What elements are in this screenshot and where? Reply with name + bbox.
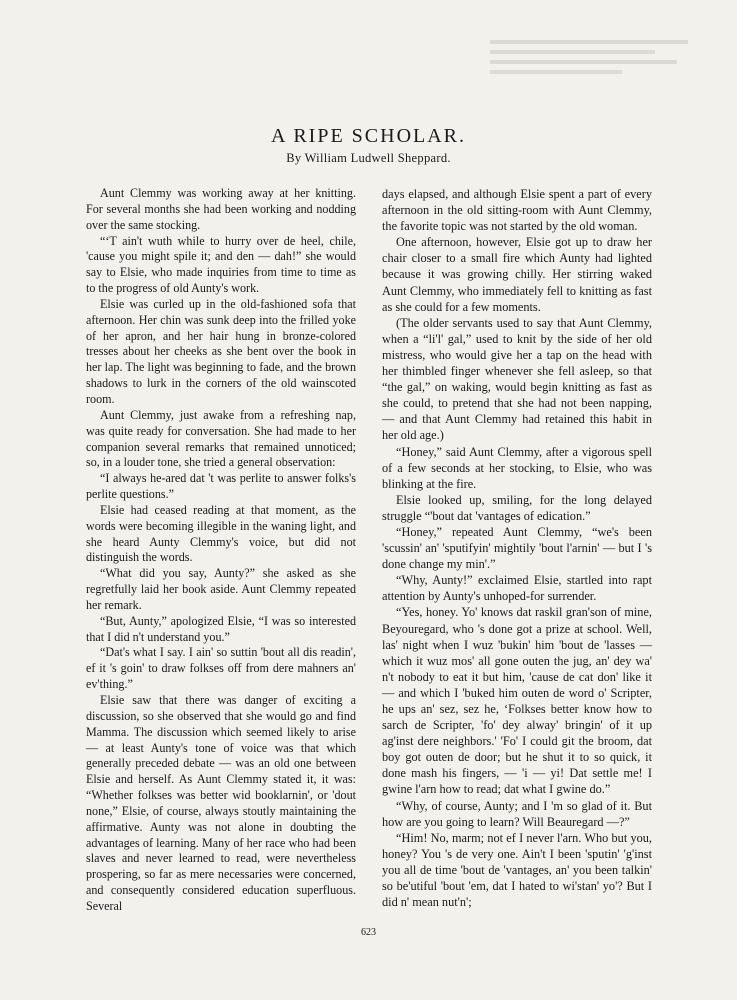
paragraph: “Honey,” repeated Aunt Clemmy, “we's been 'scussin' an' 'sputifyin' mightily 'bout l'arnin' — but I 's done change my min'.”: [382, 524, 652, 572]
bleed-through-text: [490, 34, 710, 94]
article-title: A RIPE SCHOLAR.: [270, 125, 467, 148]
paragraph: Elsie had ceased reading at that moment, as the words were becoming illegible in the waning light, and she heard Aunty Clemmy's voice, but did not distinguish the words.: [86, 502, 356, 565]
paragraph: “What did you say, Aunty?” she asked as she regretfully laid her book aside. Aunt Clemmy repeated her remark.: [86, 566, 356, 612]
right-column: [382, 186, 652, 910]
paragraph: Elsie was curled up in the old-fashioned sofa that afternoon. Her chin was sunk deep into the frilled yoke of her apron, and her hair hung in bronze-colored tresses about her cheeks as she bent over the book in her lap. The light was beginning to fade, and the brown shadows to lurk in the corners of the old wainscoted room.: [86, 296, 356, 406]
paragraph: “I always he-ared dat 't was perlite to answer folks's perlite questions.”: [86, 471, 356, 502]
paragraph: “Why, of course, Aunty; and I 'm so glad of it. But how are you going to learn? Will Beauregard —?”: [382, 798, 652, 829]
paragraph: “Yes, honey. Yo' knows dat raskil gran'son of mine, Beyouregard, who 's done got a prize at school. Well, las' night when I wuz 'bukin' him 'bout de 'lasses — which it wuz mos' all gone outen the jug, an' dey wa' n't nobody to eat it but him, 'cause de cat don' like it — and which I 'buked him outen de word o' Scripter, he ups an' sez, sez he, ‘Folkses better know how to sarch de Scripter, 'fo' dey alway' bringin' of it up ag'inst dere neighbors.' 'Fo' I could git the broom, dat boy got outen de door; but he shut it to so quick, it done mash his fingers, — 'i — yi! Dat settle me! I gwine l'arn how to read; dat what I gwine do.”: [382, 605, 652, 797]
paragraph: (The older servants used to say that Aunt Clemmy, when a “li'l' gal,” used to knit by the side of her old mistress, who would give her a tap on the head with her thimbled finger whenever she fell asleep, so that “the gal,” on waking, would begin knitting as fast as she could, to pretend that she had not been napping, — and that Aunt Clemmy had retained this habit in her old age.): [382, 315, 652, 443]
paragraph: Elsie looked up, smiling, for the long delayed struggle “'bout dat 'vantages of edication.”: [382, 492, 652, 523]
paragraph: Aunt Clemmy was working away at her knitting. For several months she had been working and nodding over the same stocking.: [86, 186, 356, 232]
paragraph: “Him! No, marm; not ef I never l'arn. Who but you, honey? You 's de very one. Ain't I been 'sputin' 'g'inst you all de time 'bout de 'vantages, an' you been talkin' so be'utiful 'bout 'em, dat I hated to wi'stan' yo'? But I did n' mean nut'n';: [382, 830, 652, 910]
paragraph: “Why, Aunty!” exclaimed Elsie, startled into rapt attention by Aunty's unhoped-for surrender.: [382, 573, 652, 604]
paragraph: “Honey,” said Aunt Clemmy, after a vigorous spell of a few seconds at her stocking, to Elsie, who was blinking at the fire.: [382, 444, 652, 491]
left-column: [86, 186, 356, 915]
paragraph: Aunt Clemmy, just awake from a refreshing nap, was quite ready for conversation. She had made to her companion several remarks that remained unnoticed; so, in a louder tone, she tried a general observation:: [86, 407, 356, 470]
paragraph: One afternoon, however, Elsie got up to draw her chair closer to a small fire which Aunty had lighted because it was growing chilly. Her stirring waked Aunt Clemmy, who immediately fell to knitting as fast as she could for a few moments.: [382, 235, 652, 314]
paragraph: “‘T ain't wuth while to hurry over de heel, chile, 'cause you might spile it; and den — dah!” she would say to Elsie, who made inquiries from time to time as to the progress of old Aunty's work.: [86, 233, 356, 296]
page-number: 623: [361, 927, 376, 938]
paragraph: days elapsed, and although Elsie spent a part of every afternoon in the old sitting-room with Aunt Clemmy, the favorite topic was not started by the old woman.: [382, 187, 652, 234]
paragraph: Elsie saw that there was danger of exciting a discussion, so she observed that she would go and find Mamma. The discussion which seemed likely to arise — at least Aunty's tone of voice was that which generally preceded debate — was an old one between Elsie and herself. As Aunt Clemmy stated it, it was: “Whether folkses was better wid booklarnin', or 'dout none,” Elsie, of course, always stoutly maintaining the affirmative. Aunty was not alone in doubting the advantages of learning. Many of her race who had been slaves and never learned to read, were nevertheless prospering, so far as mere necessaries were concerned, and consequently considered education superfluous. Several: [86, 693, 356, 913]
byline: By William Ludwell Sheppard.: [286, 151, 451, 165]
paragraph: “But, Aunty,” apologized Elsie, “I was so interested that I did n't understand you.”: [86, 613, 356, 644]
paragraph: “Dat's what I say. I ain' so suttin 'bout all dis readin', ef it 's goin' to draw folkses off from dere mahners an' ev'thing.”: [86, 645, 356, 692]
